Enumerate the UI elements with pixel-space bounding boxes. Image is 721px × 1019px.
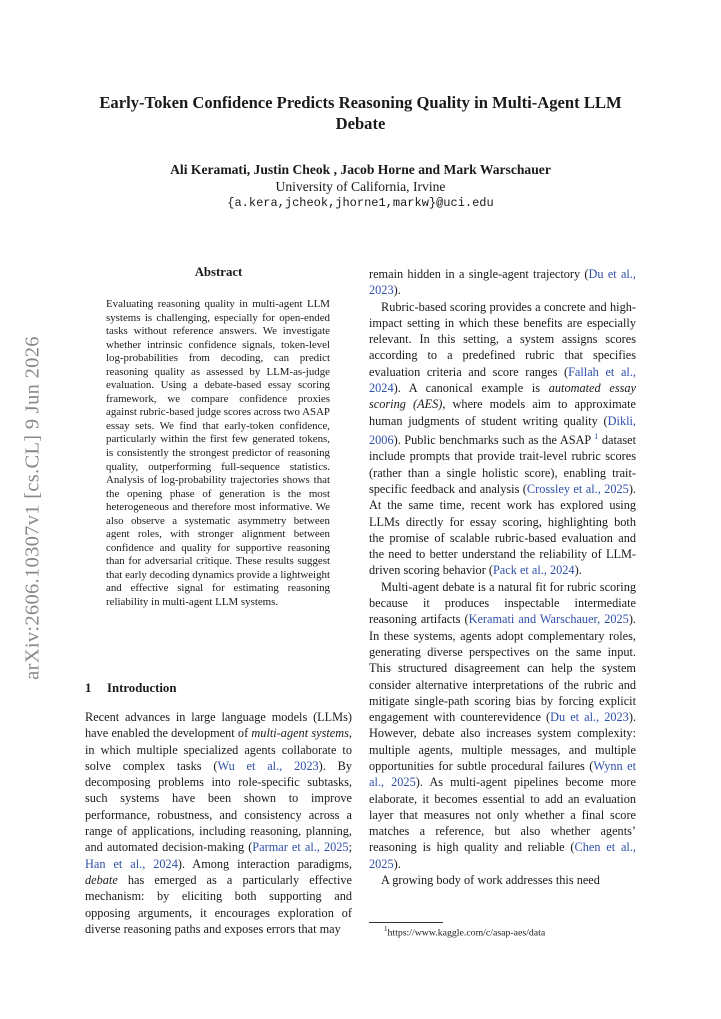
title-line-2: Debate: [335, 114, 386, 133]
right-column: [369, 266, 636, 888]
abstract-heading: Abstract: [194, 265, 243, 279]
author-names: Ali Keramati, Justin Cheok , Jacob Horne and Mark Warschauer: [170, 162, 551, 177]
citation-link[interactable]: Dikli, 2006: [369, 413, 636, 448]
citation-link[interactable]: Wynn et al., 2025: [369, 759, 636, 790]
citation-link[interactable]: Pack et al., 2024: [492, 563, 575, 578]
paragraph-continuation: remain hidden in a single-agent trajectory (Du et al., 2023).: [369, 267, 636, 298]
paper-title: [80, 92, 641, 134]
citation-link[interactable]: Han et al., 2024: [85, 856, 178, 871]
citation-link[interactable]: Wu et al., 2023: [217, 758, 319, 773]
citation-link[interactable]: Parmar et al., 2025: [252, 840, 349, 855]
section-number: 1: [85, 681, 92, 695]
footnote: [384, 925, 545, 938]
citation-link[interactable]: Fallah et al., 2024: [369, 364, 636, 396]
intro-paragraph: Recent advances in large language models (LLMs) have enabled the development of multi-agent systems, in which multiple specialized agents collaborate to solve complex tasks (Wu et al., 2023). By decomposing problems into role-specific subtasks, such systems have been shown to improve performance, robustness, and consistency across a range of applications, including reasoning, planning, and automated decision-making (Parmar et al., 2025; Han et al., 2024). Among interaction paradigms, debate has emerged as a particularly effective mechanism: by eliciting both supporting and opposing arguments, it encourages exploration of diverse reasoning paths and exposes errors that may: [85, 710, 353, 936]
paragraph-rubric: Rubric-based scoring provides a concrete and high-impact setting in which these benefits are especially relevant. In this setting, a system assigns scores according to a predefined rubric that specifies evaluation criteria and score ranges (Fallah et al., 2024). A canonical example is automated essay scoring (AES), where models aim to approximate human judgments of student writing quality (Dikli, 2006). Public benchmarks such as the ASAP $^1$ dataset include prompts that provide trait-level rubric scores (rather than a single holistic score), enabling trait-specific feedback and analysis (Crossley et al., 2025). At the same time, recent work has explored using LLMs directly for essay scoring, highlighting both the promise of scalable rubric-based evaluation and the need to better understand the reliability of LLM-driven scoring behavior (Pack et al., 2024).: [369, 299, 637, 578]
abstract-body: Evaluating reasoning quality in multi-agent LLM systems is challenging, especially for open-ended tasks without reference answers. We investigate whether intrinsic confidence signals, token-level log-probabilities from decoding, can predict reasoning quality as assessed by LLM-as-judge evaluation. Using a debate-based essay scoring framework, we compare confidence proxies against rubric-based judge scores across two ASAP essay sets. We find that early-token confidence, particularly within the first few generated tokens, is consistently the strongest predictor of reasoning quality, outperforming full-sequence statistics. Analysis of log-probability trajectories shows that the opening phase of generation is the most heterogeneous and therefore most informative. We also observe a systematic asymmetry between agent roles, with stronger alignment between confidence and quality for supportive reasoning than for adversarial critique. These results suggest that early decoding dynamics provide a lightweight and effective signal for estimating reasoning reliability in multi-agent LLM systems.: [106, 298, 330, 609]
citation-link[interactable]: Crossley et al., 2025: [526, 481, 629, 496]
section-title: Introduction: [107, 681, 177, 695]
footnote-url[interactable]: https://www.kaggle.com/c/asap-aes/data: [387, 927, 546, 939]
citation-link[interactable]: Chen et al., 2025: [369, 840, 636, 871]
author-block: [80, 161, 641, 212]
citation-link[interactable]: Du et al., 2023: [550, 710, 629, 725]
footnote-divider: [369, 922, 443, 923]
affiliation: University of California, Irvine: [275, 179, 446, 194]
arxiv-stamp: arXiv:2606.10307v1 [cs.CL] 9 Jun 2026: [21, 335, 44, 680]
author-emails: {a.kera,jcheok,jhorne1,markw}@uci.edu: [227, 196, 494, 210]
footnote-marker[interactable]: 1: [594, 431, 599, 441]
citation-link[interactable]: Du et al., 2023: [369, 267, 636, 298]
section-heading: [85, 681, 176, 696]
paragraph-debate: Multi-agent debate is a natural fit for rubric scoring because it produces inspectable intermediate reasoning artifacts (Keramati and Warschauer, 2025). In these systems, agents adopt complementary roles, generating diverse perspectives on the same input. This structured disagreement can help the system consider alternative interpretations of the rubric and mitigate single-path scoring bias by forcing explicit engagement with counterevidence (Du et al., 2023). However, debate also increases system complexity: multiple agents, multiple messages, and multiple opportunities for subtle procedural failures (Wynn et al., 2025). As multi-agent pipelines become more elaborate, it becomes essential to add an evaluation layer that measures not only whether a final score matches a reference, but also whether agents’ reasoning is high quality and reliable (Chen et al., 2025).: [369, 579, 637, 871]
title-line-1: Early-Token Confidence Predicts Reasoning Quality in Multi-Agent LLM: [99, 93, 622, 112]
citation-link[interactable]: Keramati and Warschauer, 2025: [468, 612, 629, 627]
intro-column: [85, 709, 352, 937]
footnote-mark: 1: [384, 925, 388, 933]
paragraph-growing: A growing body of work addresses this need: [381, 873, 600, 888]
